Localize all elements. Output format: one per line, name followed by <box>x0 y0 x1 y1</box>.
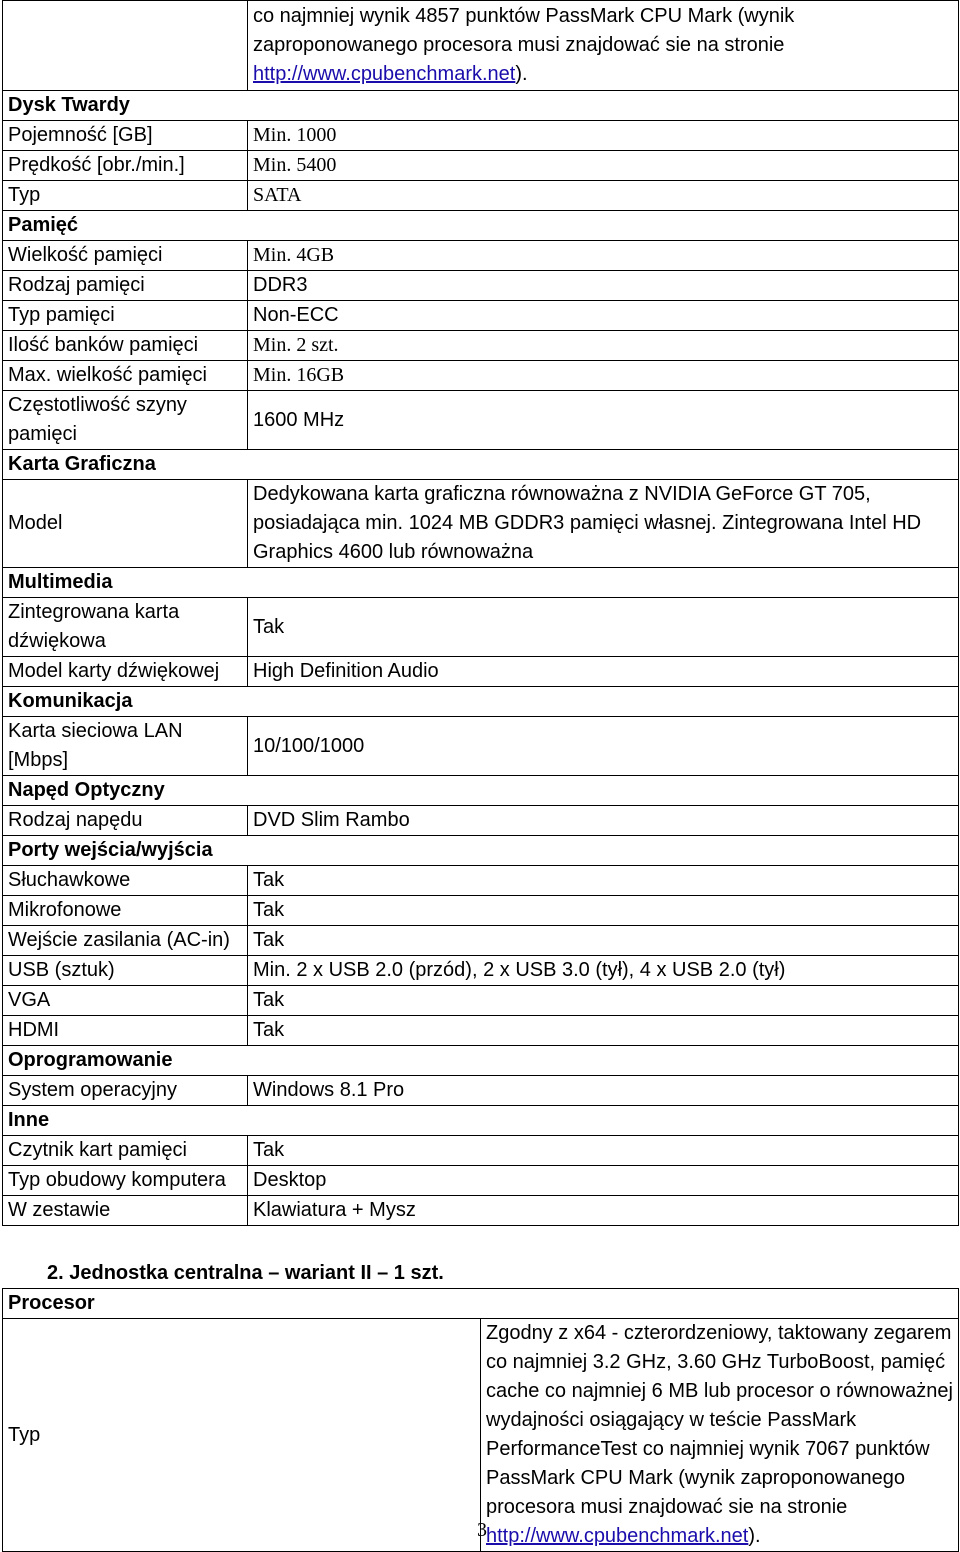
table-row <box>3 598 959 657</box>
row-label: Ilość banków pamięci <box>3 331 248 361</box>
row-value: Non-ECC <box>248 301 959 331</box>
row-value: Tak <box>248 1136 959 1166</box>
table-row <box>3 181 959 211</box>
spec-table-1 <box>2 0 959 1226</box>
section-header: Multimedia <box>3 568 959 598</box>
section-header: Porty wejścia/wyjścia <box>3 836 959 866</box>
table-row <box>3 1076 959 1106</box>
section-row <box>3 776 959 806</box>
row-label: Model karty dźwiękowej <box>3 657 248 687</box>
table-row <box>3 1289 959 1319</box>
section-heading: 2. Jednostka centralna – wariant II – 1 szt. <box>47 1262 444 1284</box>
section-header: Karta Graficzna <box>3 450 959 480</box>
row-value: Tak <box>248 598 959 657</box>
table-row <box>3 480 959 568</box>
row-value: Tak <box>248 896 959 926</box>
table-row <box>3 121 959 151</box>
row-value: Tak <box>248 1016 959 1046</box>
table-row <box>3 1136 959 1166</box>
table-row <box>3 657 959 687</box>
section-header: Napęd Optyczny <box>3 776 959 806</box>
row-value: 1600 MHz <box>248 391 959 450</box>
table-row <box>3 717 959 776</box>
row-value: Tak <box>248 986 959 1016</box>
row-label: System operacyjny <box>3 1076 248 1106</box>
row-value: Klawiatura + Mysz <box>248 1196 959 1226</box>
section-row <box>3 1046 959 1076</box>
row-label: Pojemność [GB] <box>3 121 248 151</box>
row-value: Min. 2 szt. <box>248 331 959 361</box>
table-row <box>3 151 959 181</box>
table-row <box>3 866 959 896</box>
cpubenchmark-link[interactable]: http://www.cpubenchmark.net <box>253 63 516 85</box>
section-header: Komunikacja <box>3 687 959 717</box>
row-label: Model <box>3 480 248 568</box>
table-row <box>3 986 959 1016</box>
section-row <box>3 836 959 866</box>
row-label: Prędkość [obr./min.] <box>3 151 248 181</box>
row-label: USB (sztuk) <box>3 956 248 986</box>
spec-table-2 <box>2 1288 959 1552</box>
section-header: Inne <box>3 1106 959 1136</box>
table-row <box>3 1016 959 1046</box>
row-value: Min. 5400 <box>248 151 959 181</box>
table-row <box>3 361 959 391</box>
row-label: HDMI <box>3 1016 248 1046</box>
section-row <box>3 1106 959 1136</box>
row-label: Częstotliwość szyny pamięci <box>3 391 248 450</box>
table-row <box>3 1 959 91</box>
row-label: Typ <box>3 1319 481 1552</box>
row-value: Dedykowana karta graficzna równoważna z NVIDIA GeForce GT 705, posiadająca min. 1024 MB GDDR3 pamięci własnej. Zintegrowana Intel HD Graphics 4600 lub równoważna <box>248 480 959 568</box>
section-header: Procesor <box>3 1289 959 1319</box>
section-row <box>3 687 959 717</box>
row-label: Wielkość pamięci <box>3 241 248 271</box>
row-label: Czytnik kart pamięci <box>3 1136 248 1166</box>
row-label: Zintegrowana karta dźwiękowa <box>3 598 248 657</box>
row-value: Tak <box>248 866 959 896</box>
row-value: High Definition Audio <box>248 657 959 687</box>
row-label: Słuchawkowe <box>3 866 248 896</box>
cpubenchmark-link[interactable]: http://www.cpubenchmark.net <box>486 1525 749 1547</box>
table-row <box>3 1196 959 1226</box>
row-label: Typ pamięci <box>3 301 248 331</box>
row-label: Typ obudowy komputera <box>3 1166 248 1196</box>
table-row <box>3 271 959 301</box>
row-label: W zestawie <box>3 1196 248 1226</box>
row-value: Desktop <box>248 1166 959 1196</box>
row-label: Wejście zasilania (AC-in) <box>3 926 248 956</box>
section-row <box>3 211 959 241</box>
row-label: Karta sieciowa LAN [Mbps] <box>3 717 248 776</box>
row-value: Windows 8.1 Pro <box>248 1076 959 1106</box>
section-header: Oprogramowanie <box>3 1046 959 1076</box>
row-value: Min. 1000 <box>248 121 959 151</box>
table-row <box>3 301 959 331</box>
section-row <box>3 450 959 480</box>
page-number: 3 <box>477 1519 487 1541</box>
row-label: Rodzaj napędu <box>3 806 248 836</box>
table-row <box>3 241 959 271</box>
table-row <box>3 806 959 836</box>
row-value: Tak <box>248 926 959 956</box>
section-row <box>3 91 959 121</box>
section-header: Pamięć <box>3 211 959 241</box>
table-row <box>3 956 959 986</box>
row-label: VGA <box>3 986 248 1016</box>
row-label: Max. wielkość pamięci <box>3 361 248 391</box>
processor-continuation: co najmniej wynik 4857 punktów PassMark CPU Mark (wynik zaproponowanego procesora musi znajdować sie na stronie http://www.cpubenchmark.net). <box>248 1 959 91</box>
row-label: Rodzaj pamięci <box>3 271 248 301</box>
row-value: SATA <box>248 181 959 211</box>
row-value: 10/100/1000 <box>248 717 959 776</box>
row-value: Min. 4GB <box>248 241 959 271</box>
table-row <box>3 391 959 450</box>
row-label: Typ <box>3 181 248 211</box>
row-value: Min. 2 x USB 2.0 (przód), 2 x USB 3.0 (tył), 4 x USB 2.0 (tył) <box>248 956 959 986</box>
table-row <box>3 1166 959 1196</box>
section-row <box>3 568 959 598</box>
row-value: DVD Slim Rambo <box>248 806 959 836</box>
row-value: DDR3 <box>248 271 959 301</box>
table-row <box>3 926 959 956</box>
row-label: Mikrofonowe <box>3 896 248 926</box>
row-value: Zgodny z x64 - czterordzeniowy, taktowany zegarem co najmniej 3.2 GHz, 3.60 GHz TurboBoost, pamięć cache co najmniej 6 MB lub procesor o równoważnej wydajności osiągający w teście PassMark PerformanceTest co najmniej wynik 7067 punktów PassMark CPU Mark (wynik zaproponowanego procesora musi znajdować sie na stronie http://www.cpubenchmark.net). <box>481 1319 959 1552</box>
row-value: Min. 16GB <box>248 361 959 391</box>
section-header: Dysk Twardy <box>3 91 959 121</box>
table-row <box>3 331 959 361</box>
table-row <box>3 896 959 926</box>
